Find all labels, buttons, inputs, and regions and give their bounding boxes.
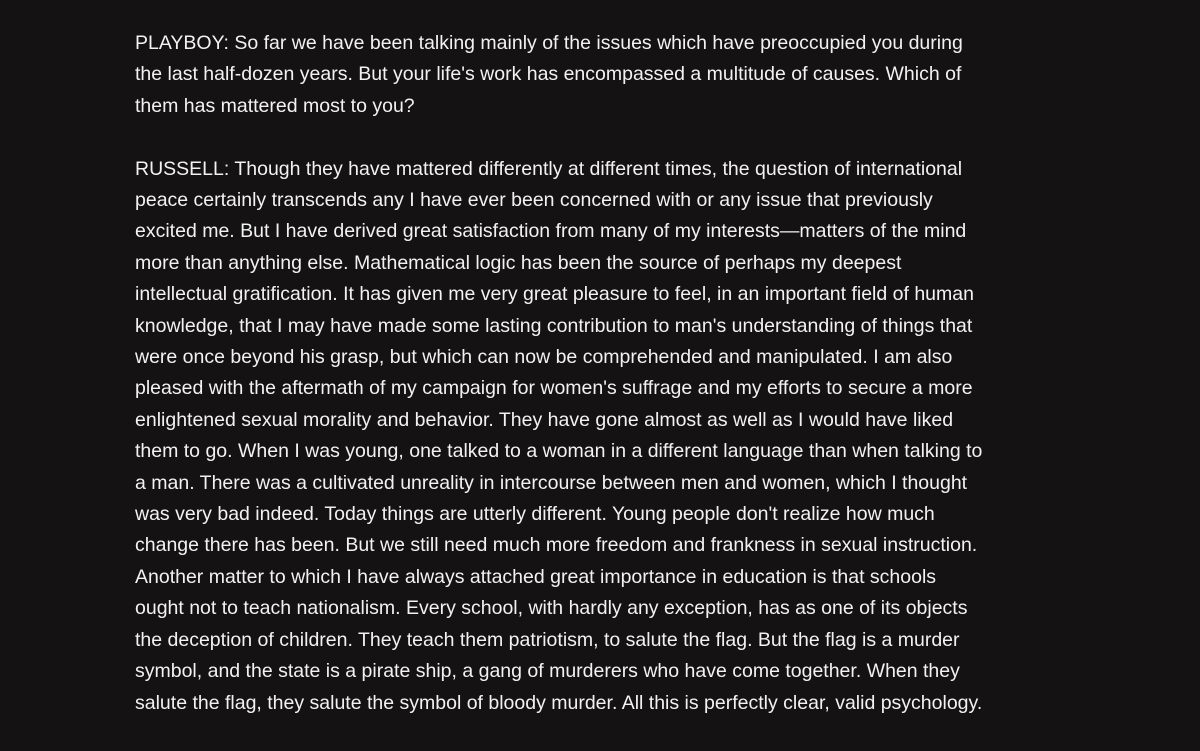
text-line: more than anything else. Mathematical logic has been the source of perhaps my deepest [135, 251, 902, 274]
article-body [135, 28, 1065, 719]
text-line: intellectual gratification. It has given me very great pleasure to feel, in an important field of human [135, 283, 974, 306]
text-line: symbol, and the state is a pirate ship, a gang of murderers who have come together. When they [135, 660, 960, 683]
text-line: change there has been. But we still need much more freedom and frankness in sexual instruction. [135, 534, 978, 557]
text-line: a man. There was a cultivated unreality in intercourse between men and women, which I thought [135, 471, 968, 494]
text-line: the deception of children. They teach them patriotism, to salute the flag. But the flag is a murder [135, 628, 960, 651]
paragraph-playboy-question [135, 28, 1065, 122]
text-line: salute the flag, they salute the symbol of bloody murder. All this is perfectly clear, valid psychology. [135, 691, 983, 714]
text-line: enlightened sexual morality and behavior. They have gone almost as well as I would have liked [135, 408, 954, 431]
text-line: were once beyond his grasp, but which can now be comprehended and manipulated. I am also [135, 346, 953, 369]
text-line: Another matter to which I have always attached great importance in education is that schools [135, 565, 937, 588]
text-line: peace certainly transcends any I have ever been concerned with or any issue that previously [135, 189, 933, 212]
text-line: the last half-dozen years. But your life's work has encompassed a multitude of causes. Which of [135, 63, 962, 86]
text-line: them to go. When I was young, one talked to a woman in a different language than when talking to [135, 440, 983, 463]
text-line: knowledge, that I may have made some lasting contribution to man's understanding of things that [135, 314, 973, 337]
text-line: RUSSELL: Though they have mattered differently at different times, the question of international [135, 157, 963, 180]
paragraph-russell-answer [135, 154, 1065, 719]
text-line: was very bad indeed. Today things are utterly different. Young people don't realize how much [135, 503, 935, 526]
text-line: pleased with the aftermath of my campaign for women's suffrage and my efforts to secure a more [135, 377, 973, 400]
text-line: excited me. But I have derived great satisfaction from many of my interests—matters of the mind [135, 220, 967, 243]
text-line: ought not to teach nationalism. Every school, with hardly any exception, has as one of its objects [135, 597, 968, 620]
text-line: PLAYBOY: So far we have been talking mainly of the issues which have preoccupied you during [135, 32, 963, 54]
text-line: them has mattered most to you? [135, 94, 415, 117]
